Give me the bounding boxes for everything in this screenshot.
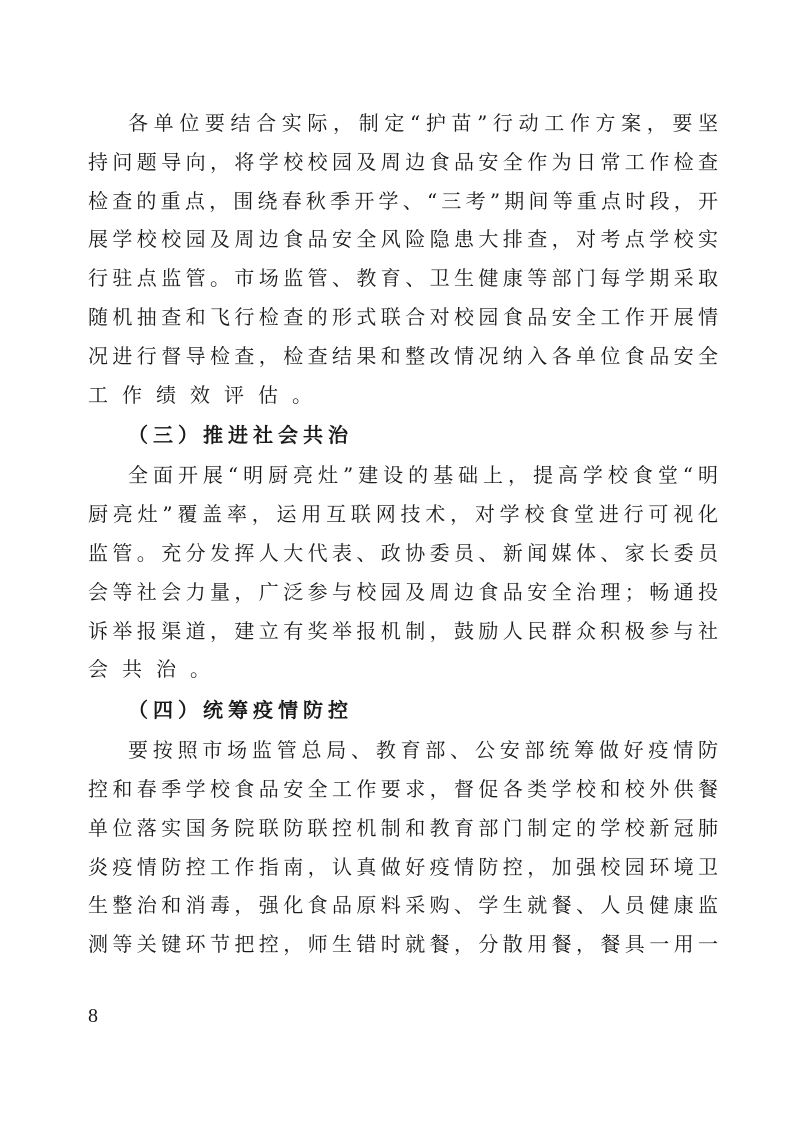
paragraph-epidemic-control — [88, 731, 718, 964]
text-line: 监管。充分发挥人大代表、政协委员、新闻媒体、家长委员 — [88, 540, 718, 565]
section-heading-3: （三）推进社会共治 — [128, 423, 353, 448]
text-line: 测等关键环节把控，师生错时就餐，分散用餐，餐具一用一 — [88, 932, 718, 957]
paragraph-social-governance — [88, 456, 718, 689]
text-line: 炎疫情防控工作指南，认真做好疫情防控，加强校园环境卫 — [88, 854, 718, 879]
section-heading-4: （四）统筹疫情防控 — [128, 698, 353, 723]
text-line: 检查的重点，围绕春秋季开学、“三考”期间等重点时段，开 — [88, 188, 718, 213]
text-line: 全面开展“明厨亮灶”建设的基础上，提高学校食堂“明 — [128, 463, 718, 488]
text-line: 持问题导向，将学校校园及周边食品安全作为日常工作检查 — [88, 149, 718, 174]
paragraph-inspection — [88, 104, 718, 414]
text-line: 生整治和消毒，强化食品原料采购、学生就餐、人员健康监 — [88, 893, 718, 918]
text-line: 行驻点监管。市场监管、教育、卫生健康等部门每学期采取 — [88, 266, 718, 291]
text-line: 单位落实国务院联防联控机制和教育部门制定的学校新冠肺 — [88, 815, 718, 840]
text-line: 要按照市场监管总局、教育部、公安部统筹做好疫情防 — [128, 738, 718, 763]
text-line: 会共治。 — [88, 657, 224, 682]
text-line: 厨亮灶”覆盖率，运用互联网技术，对学校食堂进行可视化 — [88, 502, 718, 527]
text-line: 会等社会力量，广泛参与校园及周边食品安全治理；畅通投 — [88, 579, 718, 604]
text-line: 展学校校园及周边食品安全风险隐患大排查，对考点学校实 — [88, 227, 718, 252]
document-body — [88, 104, 718, 964]
text-line: 各单位要结合实际，制定“护苗”行动工作方案，要坚 — [128, 111, 718, 135]
text-line: 工作绩效评估。 — [88, 382, 326, 407]
page-number: 8 — [88, 1005, 98, 1027]
text-line: 诉举报渠道，建立有奖举报机制，鼓励人民群众积极参与社 — [88, 618, 718, 643]
text-line: 随机抽查和飞行检查的形式联合对校园食品安全工作开展情 — [88, 304, 718, 329]
text-line: 控和春季学校食品安全工作要求，督促各类学校和校外供餐 — [88, 776, 718, 801]
text-line: 况进行督导检查，检查结果和整改情况纳入各单位食品安全 — [88, 343, 718, 368]
